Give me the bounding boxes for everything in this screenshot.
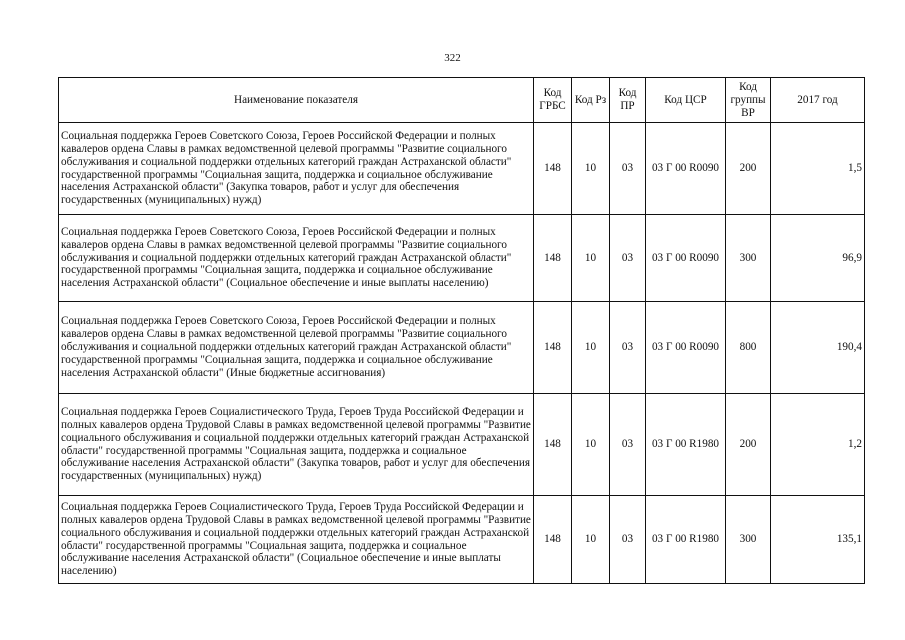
row-vr: 300 xyxy=(726,215,771,302)
table-row xyxy=(59,215,865,302)
row-csr: 03 Г 00 R0090 xyxy=(646,302,726,394)
row-value: 135,1 xyxy=(771,496,865,584)
table-row xyxy=(59,302,865,394)
row-rz: 10 xyxy=(572,302,610,394)
row-value: 1,2 xyxy=(771,394,865,496)
row-name: Социальная поддержка Героев Советского Союза, Героев Российской Федерации и полных кавалеров ордена Славы в рамках ведомственной целевой программы "Развитие социального обслуживания и социальной поддержки отдельных категорий граждан Астраханской области" государственной программы "Социальная защита, поддержка и социальное обслуживание населения Астраханской области" (Социальное обеспечение и иные выплаты населению) xyxy=(59,215,534,302)
row-grbs: 148 xyxy=(534,123,572,215)
header-name: Наименование показателя xyxy=(59,78,534,123)
row-value: 190,4 xyxy=(771,302,865,394)
row-value: 1,5 xyxy=(771,123,865,215)
table-row xyxy=(59,496,865,584)
row-pr: 03 xyxy=(610,123,646,215)
row-vr: 200 xyxy=(726,394,771,496)
table-header xyxy=(59,78,865,123)
row-pr: 03 xyxy=(610,215,646,302)
row-rz: 10 xyxy=(572,215,610,302)
row-csr: 03 Г 00 R0090 xyxy=(646,123,726,215)
table-body xyxy=(59,123,865,584)
header-year: 2017 год xyxy=(771,78,865,123)
row-pr: 03 xyxy=(610,496,646,584)
row-grbs: 148 xyxy=(534,215,572,302)
header-rz: Код Рз xyxy=(572,78,610,123)
header-pr: Код ПР xyxy=(610,78,646,123)
table-row xyxy=(59,123,865,215)
row-name: Социальная поддержка Героев Социалистического Труда, Героев Труда Российской Федерации и полных кавалеров ордена Трудовой Славы в рамках ведомственной целевой программы "Развитие социального обслуживания и социальной поддержки отдельных категорий граждан Астраханской области" государственной программы "Социальная защита, поддержка и социальное обслуживание населения Астраханской области" (Социальное обеспечение и иные выплаты населению) xyxy=(59,496,534,584)
header-csr: Код ЦСР xyxy=(646,78,726,123)
row-rz: 10 xyxy=(572,496,610,584)
row-pr: 03 xyxy=(610,394,646,496)
row-csr: 03 Г 00 R0090 xyxy=(646,215,726,302)
row-vr: 300 xyxy=(726,496,771,584)
row-grbs: 148 xyxy=(534,496,572,584)
row-grbs: 148 xyxy=(534,302,572,394)
row-name: Социальная поддержка Героев Социалистического Труда, Героев Труда Российской Федерации и полных кавалеров ордена Трудовой Славы в рамках ведомственной целевой программы "Развитие социального обслуживания и социальной поддержки отдельных категорий граждан Астраханской области" государственной программы "Социальная защита, поддержка и социальное обслуживание населения Астраханской области" (Закупка товаров, работ и услуг для обеспечения государственных (муниципальных) нужд) xyxy=(59,394,534,496)
row-rz: 10 xyxy=(572,394,610,496)
row-vr: 200 xyxy=(726,123,771,215)
row-value: 96,9 xyxy=(771,215,865,302)
row-grbs: 148 xyxy=(534,394,572,496)
row-rz: 10 xyxy=(572,123,610,215)
row-name: Социальная поддержка Героев Советского Союза, Героев Российской Федерации и полных кавалеров ордена Славы в рамках ведомственной целевой программы "Развитие социального обслуживания и социальной поддержки отдельных категорий граждан Астраханской области" государственной программы "Социальная защита, поддержка и социальное обслуживание населения Астраханской области" (Закупка товаров, работ и услуг для обеспечения государственных (муниципальных) нужд) xyxy=(59,123,534,215)
header-row xyxy=(59,78,865,123)
row-csr: 03 Г 00 R1980 xyxy=(646,394,726,496)
table-row xyxy=(59,394,865,496)
row-pr: 03 xyxy=(610,302,646,394)
header-grbs: Код ГРБС xyxy=(534,78,572,123)
row-csr: 03 Г 00 R1980 xyxy=(646,496,726,584)
budget-table xyxy=(58,77,865,584)
header-vr: Код группы ВР xyxy=(726,78,771,123)
row-name: Социальная поддержка Героев Советского Союза, Героев Российской Федерации и полных кавалеров ордена Славы в рамках ведомственной целевой программы "Развитие социального обслуживания и социальной поддержки отдельных категорий граждан Астраханской области" государственной программы "Социальная защита, поддержка и социальное обслуживание населения Астраханской области" (Иные бюджетные ассигнования) xyxy=(59,302,534,394)
row-vr: 800 xyxy=(726,302,771,394)
page-number: 322 xyxy=(444,52,461,64)
